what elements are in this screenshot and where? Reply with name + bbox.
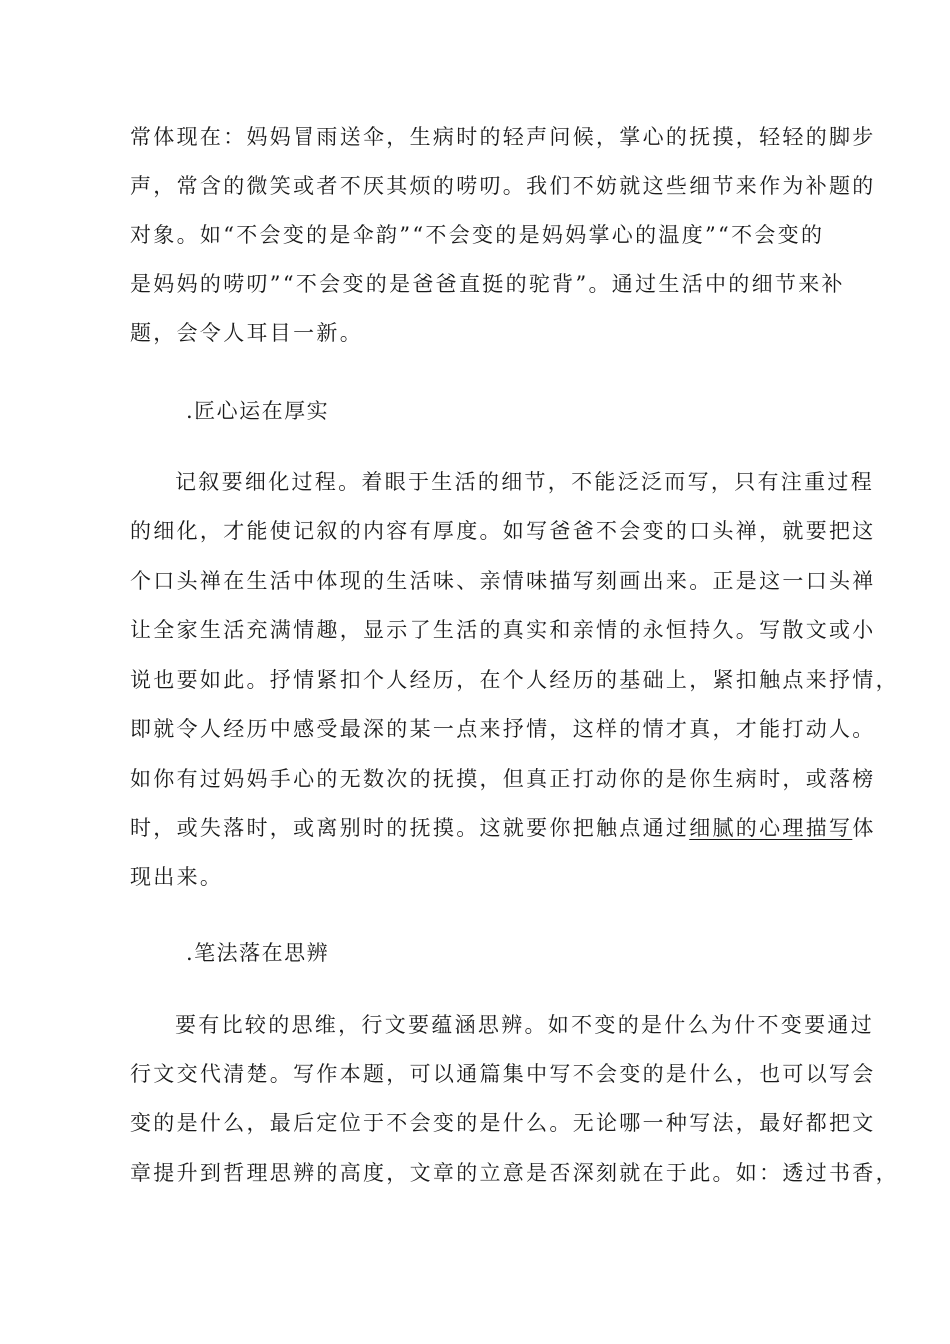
line-text: 时，或失落时，或离别时的抚摸。这就要你把触点通过 xyxy=(130,816,690,840)
paragraph-line: 行文交代清楚。写作本题，可以通篇集中写不会变的是什么，也可以写会 xyxy=(130,1062,876,1086)
underlined-phrase: 细腻的心理描写 xyxy=(689,816,853,840)
paragraph-line: 是妈妈的唠叨”“不会变的是爸爸直挺的驼背”。通过生活中的细节来补 xyxy=(130,272,845,296)
paragraph-line: 题，会令人耳目一新。 xyxy=(130,321,363,345)
paragraph-line: 如你有过妈妈手心的无数次的抚摸，但真正打动你的是你生病时，或落榜 xyxy=(130,767,876,791)
paragraph-line: 说也要如此。抒情紧扣个人经历，在个人经历的基础上，紧扣触点来抒情， xyxy=(130,668,899,692)
paragraph-line: 常体现在：妈妈冒雨送伞，生病时的轻声问候，掌心的抚摸，轻轻的脚步 xyxy=(130,125,876,149)
paragraph-line xyxy=(130,813,876,843)
paragraph-line: 对象。如“不会变的是伞韵”“不会变的是妈妈掌心的温度”“不会变的 xyxy=(130,223,825,247)
paragraph-line: 让全家生活充满情趣，显示了生活的真实和亲情的永恒持久。写散文或小 xyxy=(130,618,876,642)
paragraph-line: 声，常含的微笑或者不厌其烦的唠叨。我们不妨就这些细节来作为补题的 xyxy=(130,174,876,198)
paragraph-line: 个口头禅在生活中体现的生活味、亲情味描写刻画出来。正是这一口头禅 xyxy=(130,569,876,593)
section-heading: .笔法落在思辨 xyxy=(186,941,330,965)
section-heading: .匠心运在厚实 xyxy=(186,399,330,423)
paragraph-line: 现出来。 xyxy=(130,865,224,889)
paragraph-line: 变的是什么，最后定位于不会变的是什么。无论哪一种写法，最好都把文 xyxy=(130,1111,876,1135)
paragraph-line: 记叙要细化过程。着眼于生活的细节，不能泛泛而写，只有注重过程 xyxy=(175,470,874,494)
paragraph-line: 章提升到哲理思辨的高度，文章的立意是否深刻就在于此。如：透过书香， xyxy=(130,1161,899,1185)
paragraph-line: 要有比较的思维，行文要蕴涵思辨。如不变的是什么为什不变要通过 xyxy=(175,1013,874,1037)
paragraph-line: 的细化，才能使记叙的内容有厚度。如写爸爸不会变的口头禅，就要把这 xyxy=(130,519,876,543)
line-text: 体 xyxy=(852,816,876,840)
paragraph-line: 即就令人经历中感受最深的某一点来抒情，这样的情才真，才能打动人。 xyxy=(130,717,876,741)
